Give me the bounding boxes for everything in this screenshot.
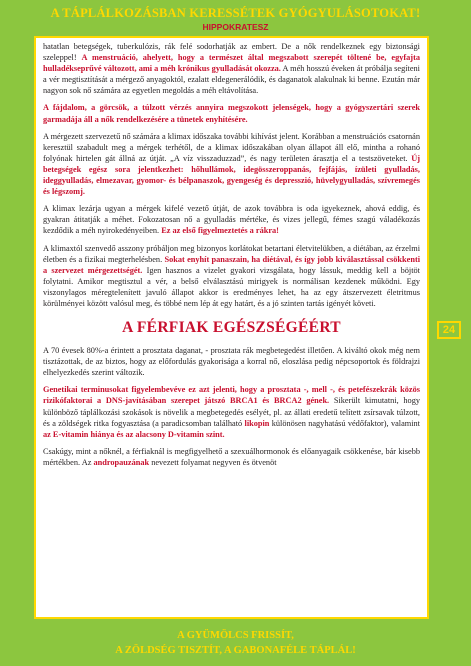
highlighted-text: Új betegségek egész sora jelentkezhet: hőhullámok, idegösszeroppanás, fejfájás, ízületi gyulladás, ideggyulladás, elmezavar, gyomor- és bélpanaszok, gyengeség és depresszió, hüvelygyulladás, szívremegés és légszomj. [43, 153, 420, 197]
paragraph [43, 131, 420, 198]
highlighted-text: Sokat enyhít panaszain, ha diétával, és így jobb kiválasztással csökkenti a szervezet mérgezettségét. [43, 254, 421, 275]
article-page [34, 36, 429, 619]
footer-slogan-line2: A ZÖLDSÉG TISZTÍT, A GABONAFÉLE TÁPLÁL! [115, 645, 356, 656]
text-run: A mérgezett szervezetű nő számára a klimax időszaka további kihívást jelent. Korábban a menstruációs csatornán keresztül szabadult meg a mérgek terhétől, de a klimax időszakában olyan állapot áll elő, mintha a rohanó folyónak hirtelen gát állná az útját. „A víz visszaduzzad”, és nagy területen árasztja el a testszöveteket. [43, 131, 420, 163]
highlighted-text: Ez az első figyelmeztetés a rákra! [161, 226, 279, 236]
paragraph [43, 102, 420, 124]
paragraph [43, 384, 420, 439]
text-run: A 70 évesek 80%-a érintett a prosztata daganat, - prosztata rák megbetegedést illetően. A kiváltó okok még nem tisztázottak, de az biztos, hogy az előfordulás gyakorisága a korral nő, eloszlása pedig népcsoportok és földrajzi elhelyezkedés szerint változik. [43, 346, 420, 378]
section-heading: A FÉRFIAK EGÉSZSÉGÉÉRT [122, 319, 341, 337]
highlighted-text: A fájdalom, a görcsök, a túlzott vérzés annyira megszokott jelenségek, hogy a gyógyszertári szerek garmadája áll a nők rendelkezésére a tünetek enyhítésére. [43, 103, 420, 124]
highlighted-text: az E-vitamin hiánya és az alacsony D-vitamin szint. [43, 429, 225, 439]
text-run: A méh hosszú éveken át próbálja segíteni a vér megtisztítását a mérgező anyagoktól, ezalatt eldegenerálódik, és daganatok alakulnak ki benne. Ezután már nagyon sok nő számára az egyetlen megoldás a méh eltávolítása. [43, 64, 420, 96]
page-header-title: A TÁPLÁLKOZÁSBAN KERESSÉTEK GYÓGYULÁSOTOKAT! [50, 6, 421, 20]
paragraph [43, 446, 420, 468]
text-run: hatatlan betegségek, tuberkulózis, rák felé sodorhatják az embert. De a nők rendelkeznek egy biztonsági szeleppel! [43, 42, 420, 63]
highlighted-text: Genetikai terminusokat figyelembevéve ez azt jelenti, hogy a prosztata -, mell -, és petefészekrák közös rizikófaktorai a DNS-javításában szerepet játszó BRCA1 és BRCA2 gének. [43, 385, 420, 406]
highlighted-text: A menstruáció, ahelyett, hogy a természet által megszabott szerepét töltené be, egyfajta hulladékseprűvé változott, ami a méh krónikus gyulladását okozza. [43, 53, 420, 74]
page-number: 24 [437, 321, 461, 339]
text-run: Csakúgy, mint a nőknél, a férfiaknál is megfigyelhető a szexuálhormonok és előanyagaik csökkenése, bár kisebb mértékben. Az [43, 446, 420, 467]
paragraph [43, 243, 420, 310]
page-header-subtitle: HIPPOKRATESZ [202, 22, 269, 32]
text-run: A klimax lezárja ugyan a mérgek kifelé vezető útját, de azok továbbra is oda igyekeznek, ahová eddig, és gyakran átitatják a méhet. Fokozatosan nő a gyulladás mértéke, és vizes jellegű, fémes szagú váladékozás kezdődik a méh nyirokedényeiben. [43, 204, 420, 236]
text-run: Sikerült kimutatni, hogy különböző táplálkozási szokások is növelik a megbetegedés esélyét, pl. az állati eredetű telített zsírsavak túlzott, és a zöldségek ritka fogyasztása (a paradicsomban található [43, 396, 420, 428]
highlighted-text: likopin [244, 418, 270, 428]
text-run: különösen nagyhatású védőfaktor), valamint [269, 418, 420, 428]
paragraph [43, 203, 420, 236]
highlighted-text: andropauzának [93, 457, 150, 467]
paragraph [43, 41, 420, 96]
text-run: nevezett folyamat negyven és ötvenöt [149, 457, 277, 467]
footer-slogan-line1: A GYÜMÖLCS FRISSÍT, [177, 630, 294, 641]
text-run: A klimaxtól szenvedő asszony próbáljon meg bizonyos korlátokat betartani életvitelükben, a diétában, az érzelmi életben és a fizikai megterhelésben. [43, 243, 420, 264]
paragraph [43, 345, 420, 378]
text-run: Igen hasznos a vizelet gyakori vizsgálata, hogy lássuk, meddig kell a böjtöt folytatni. Amikor megtisztul a vér, a belső elválasztású mirigyek is normálisan kezdenek működni. Egy viszonylagos méregtelenített javuló állapot akkor is eredményes lehet, ha az egy átszervezett életritmus körülményei között valósul meg, és többé nem lép át egy határt, és a jó szinten tartás igényét követi. [43, 265, 420, 308]
